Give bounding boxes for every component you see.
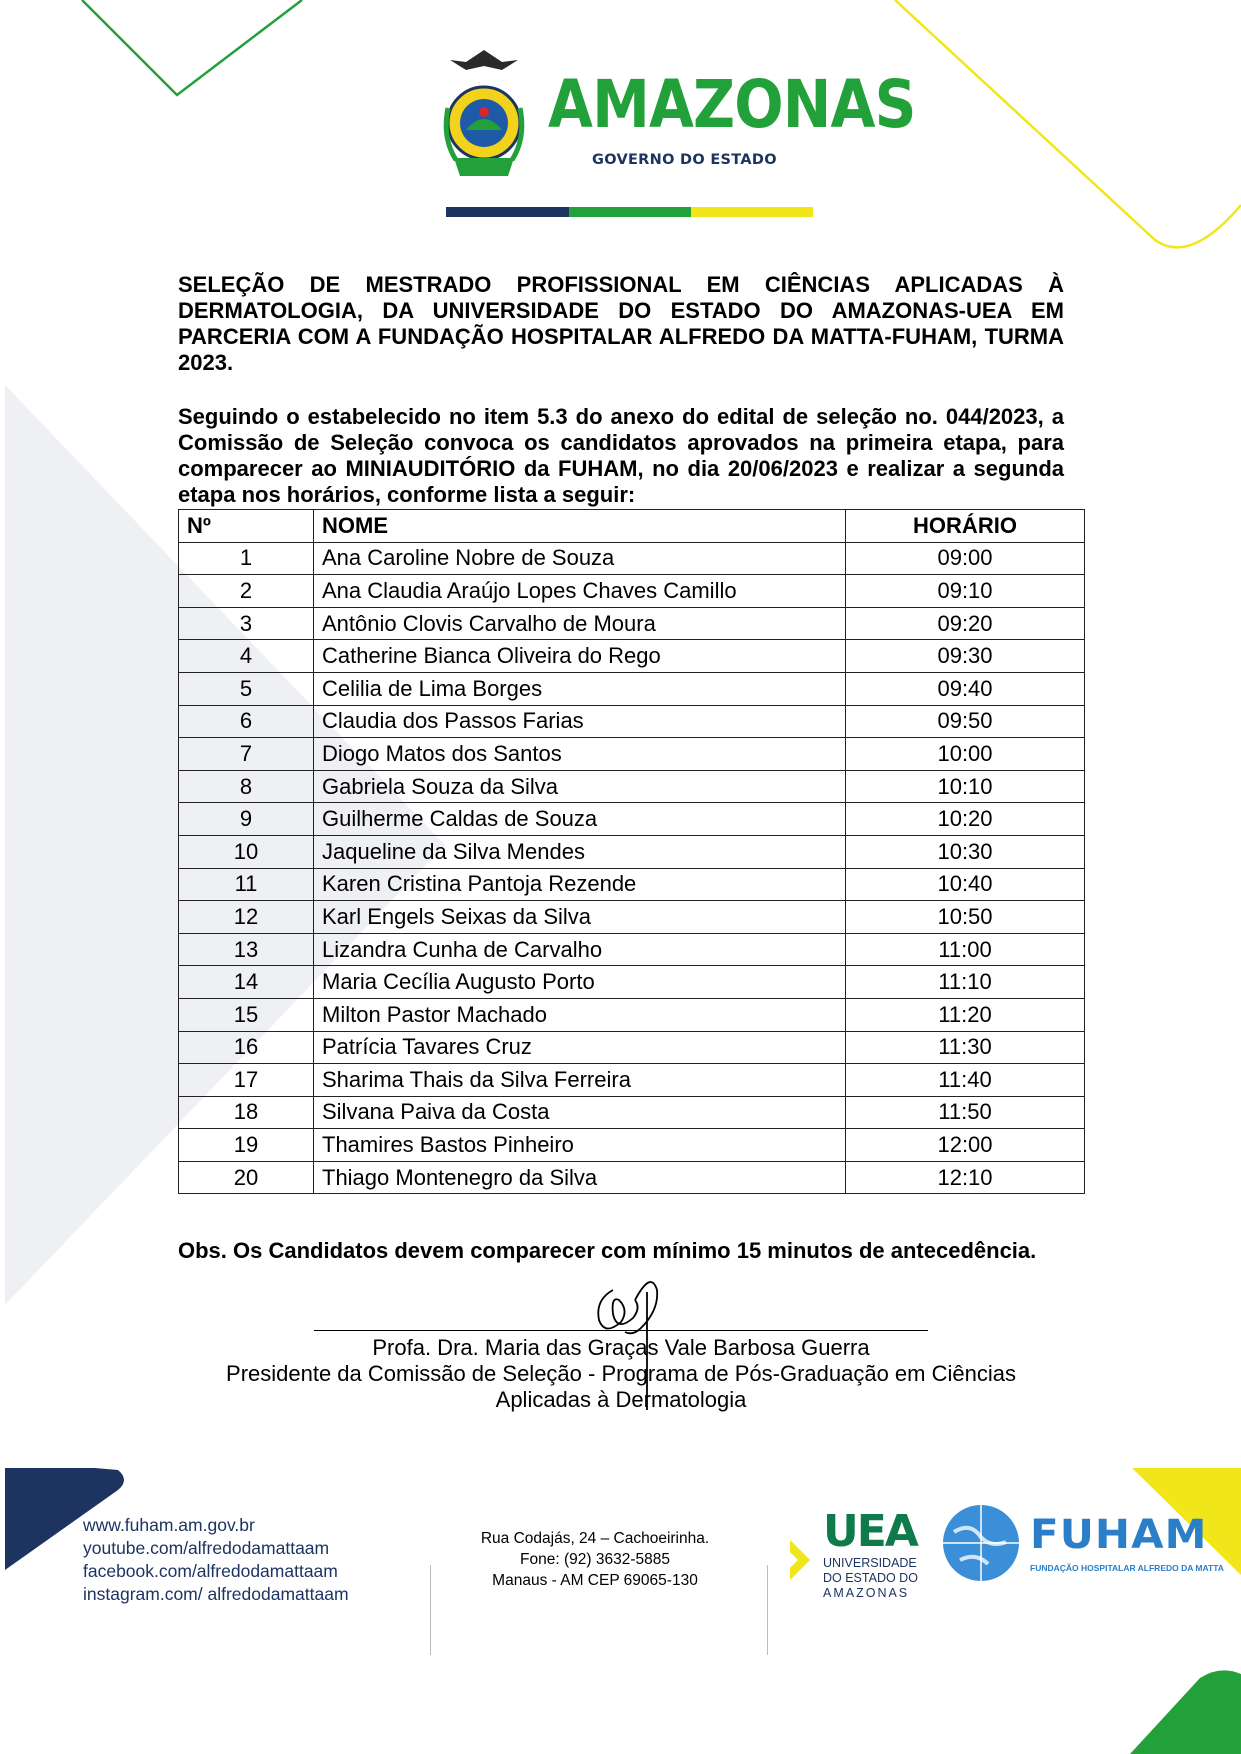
fuham-logo-text: FUHAM [1030, 1512, 1208, 1558]
row-time: 11:00 [846, 933, 1085, 966]
table-row [179, 607, 1085, 640]
table-row [179, 1161, 1085, 1194]
stripe-green [569, 207, 691, 217]
header-name: NOME [314, 510, 846, 543]
candidate-name: Milton Pastor Machado [314, 998, 846, 1031]
header-number: Nº [179, 510, 314, 543]
schedule-table [178, 509, 1085, 1194]
brand-name: AMAZONAS [548, 66, 916, 143]
document-title: SELEÇÃO DE MESTRADO PROFISSIONAL EM CIÊNCIAS APLICADAS À DERMATOLOGIA, DA UNIVERSIDADE DO ESTADO DO AMAZONAS-UEA EM PARCERIA COM A FUNDAÇÃO HOSPITALAR ALFREDO DA MATTA-FUHAM, TURMA 2023. [178, 272, 1064, 375]
candidate-name: Karl Engels Seixas da Silva [314, 901, 846, 934]
candidate-name: Catherine Bianca Oliveira do Rego [314, 640, 846, 673]
signature-block [178, 1335, 1064, 1413]
row-number: 9 [179, 803, 314, 836]
candidate-name: Guilherme Caldas de Souza [314, 803, 846, 836]
table-row [179, 640, 1085, 673]
row-time: 11:50 [846, 1096, 1085, 1129]
stripe-navy [446, 207, 569, 217]
stripe-yellow [691, 207, 813, 217]
row-number: 15 [179, 998, 314, 1031]
candidate-name: Diogo Matos dos Santos [314, 738, 846, 771]
address-street: Rua Codajás, 24 – Cachoeirinha. [480, 1530, 710, 1547]
signatory-role-line2: Aplicadas à Dermatologia [495, 1387, 747, 1412]
table-row [179, 1129, 1085, 1162]
uea-chevron-icon [790, 1540, 812, 1580]
candidate-name: Patrícia Tavares Cruz [314, 1031, 846, 1064]
row-time: 12:10 [846, 1161, 1085, 1194]
candidate-name: Gabriela Souza da Silva [314, 770, 846, 803]
row-time: 12:00 [846, 1129, 1085, 1162]
signature-line [314, 1330, 928, 1331]
table-header-row [179, 510, 1085, 543]
address-phone: Fone: (92) 3632-5885 [520, 1551, 670, 1568]
table-row [179, 705, 1085, 738]
row-number: 12 [179, 901, 314, 934]
row-time: 11:10 [846, 966, 1085, 999]
fuham-logo-subtitle: FUNDAÇÃO HOSPITALAR ALFREDO DA MATTA [1030, 1563, 1224, 1573]
table-row [179, 998, 1085, 1031]
row-time: 11:40 [846, 1064, 1085, 1097]
table-row [179, 672, 1085, 705]
row-time: 09:20 [846, 607, 1085, 640]
candidate-name: Claudia dos Passos Farias [314, 705, 846, 738]
row-number: 3 [179, 607, 314, 640]
row-time: 10:10 [846, 770, 1085, 803]
row-time: 10:20 [846, 803, 1085, 836]
row-number: 8 [179, 770, 314, 803]
footer-divider-right [767, 1565, 768, 1655]
row-time: 10:50 [846, 901, 1085, 934]
row-number: 20 [179, 1161, 314, 1194]
row-number: 6 [179, 705, 314, 738]
row-number: 13 [179, 933, 314, 966]
address-city: Manaus - AM CEP 69065-130 [492, 1572, 698, 1589]
corner-arc-yellow [895, 0, 1241, 247]
candidate-name: Thiago Montenegro da Silva [314, 1161, 846, 1194]
row-time: 10:40 [846, 868, 1085, 901]
candidate-name: Jaqueline da Silva Mendes [314, 835, 846, 868]
row-number: 10 [179, 835, 314, 868]
row-number: 7 [179, 738, 314, 771]
row-time: 09:10 [846, 575, 1085, 608]
row-time: 11:30 [846, 1031, 1085, 1064]
coat-of-arms-icon [436, 48, 532, 186]
footer-green-shape [1130, 1670, 1241, 1754]
candidate-name: Ana Claudia Araújo Lopes Chaves Camillo [314, 575, 846, 608]
corner-chevron-green [82, 0, 302, 95]
candidate-name: Thamires Bastos Pinheiro [314, 1129, 846, 1162]
intro-paragraph: Seguindo o estabelecido no item 5.3 do anexo do edital de seleção no. 044/2023, a Comissão de Seleção convoca os candidatos aprovados na primeira etapa, para comparecer ao MINIAUDITÓRIO da FUHAM, no dia 20/06/2023 e realizar a segunda etapa nos horários, conforme lista a seguir: [178, 404, 1064, 507]
row-number: 19 [179, 1129, 314, 1162]
row-number: 16 [179, 1031, 314, 1064]
row-time: 09:30 [846, 640, 1085, 673]
footer-link-youtube[interactable]: youtube.com/alfredodamattaam [83, 1538, 330, 1558]
table-row [179, 575, 1085, 608]
table-row [179, 738, 1085, 771]
table-row [179, 803, 1085, 836]
table-row [179, 835, 1085, 868]
candidate-name: Celilia de Lima Borges [314, 672, 846, 705]
row-number: 17 [179, 1064, 314, 1097]
table-row [179, 542, 1085, 575]
candidate-name: Silvana Paiva da Costa [314, 1096, 846, 1129]
table-row [179, 1064, 1085, 1097]
uea-line-1: UNIVERSIDADE [823, 1556, 917, 1570]
row-time: 10:00 [846, 738, 1085, 771]
candidate-name: Karen Cristina Pantoja Rezende [314, 868, 846, 901]
row-number: 2 [179, 575, 314, 608]
brand-subtitle: GOVERNO DO ESTADO [592, 152, 777, 168]
signatory-name: Profa. Dra. Maria das Graças Vale Barbosa Guerra [372, 1335, 870, 1360]
observation-note: Obs. Os Candidatos devem comparecer com mínimo 15 minutos de antecedência. [178, 1238, 1037, 1263]
table-row [179, 1031, 1085, 1064]
row-time: 09:50 [846, 705, 1085, 738]
header-time: HORÁRIO [846, 510, 1085, 543]
uea-logo-text: UEA [823, 1506, 917, 1557]
footer-links [83, 1514, 349, 1606]
row-number: 18 [179, 1096, 314, 1129]
uea-line-3: AMAZONAS [823, 1586, 910, 1600]
row-number: 5 [179, 672, 314, 705]
footer-link-instagram[interactable]: instagram.com/ alfredodamattaam [83, 1584, 349, 1604]
candidate-name: Maria Cecília Augusto Porto [314, 966, 846, 999]
table-row [179, 1096, 1085, 1129]
row-number: 4 [179, 640, 314, 673]
footer-link-website[interactable]: www.fuham.am.gov.br [83, 1515, 255, 1535]
candidate-name: Sharima Thais da Silva Ferreira [314, 1064, 846, 1097]
uea-line-2: DO ESTADO DO [823, 1571, 918, 1585]
row-time: 11:20 [846, 998, 1085, 1031]
table-row [179, 966, 1085, 999]
row-time: 09:00 [846, 542, 1085, 575]
table-row [179, 770, 1085, 803]
row-time: 09:40 [846, 672, 1085, 705]
footer-link-facebook[interactable]: facebook.com/alfredodamattaam [83, 1561, 338, 1581]
uea-logo-subtitle [823, 1556, 918, 1601]
footer-divider-left [430, 1565, 431, 1655]
row-number: 14 [179, 966, 314, 999]
row-time: 10:30 [846, 835, 1085, 868]
globe-icon [940, 1502, 1022, 1584]
row-number: 1 [179, 542, 314, 575]
candidate-name: Lizandra Cunha de Carvalho [314, 933, 846, 966]
table-row [179, 868, 1085, 901]
table-row [179, 901, 1085, 934]
row-number: 11 [179, 868, 314, 901]
signatory-role-line1: Presidente da Comissão de Seleção - Programa de Pós-Graduação em Ciências [226, 1361, 1016, 1386]
candidate-name: Ana Caroline Nobre de Souza [314, 542, 846, 575]
candidate-name: Antônio Clovis Carvalho de Moura [314, 607, 846, 640]
footer-address [440, 1528, 750, 1591]
table-row [179, 933, 1085, 966]
